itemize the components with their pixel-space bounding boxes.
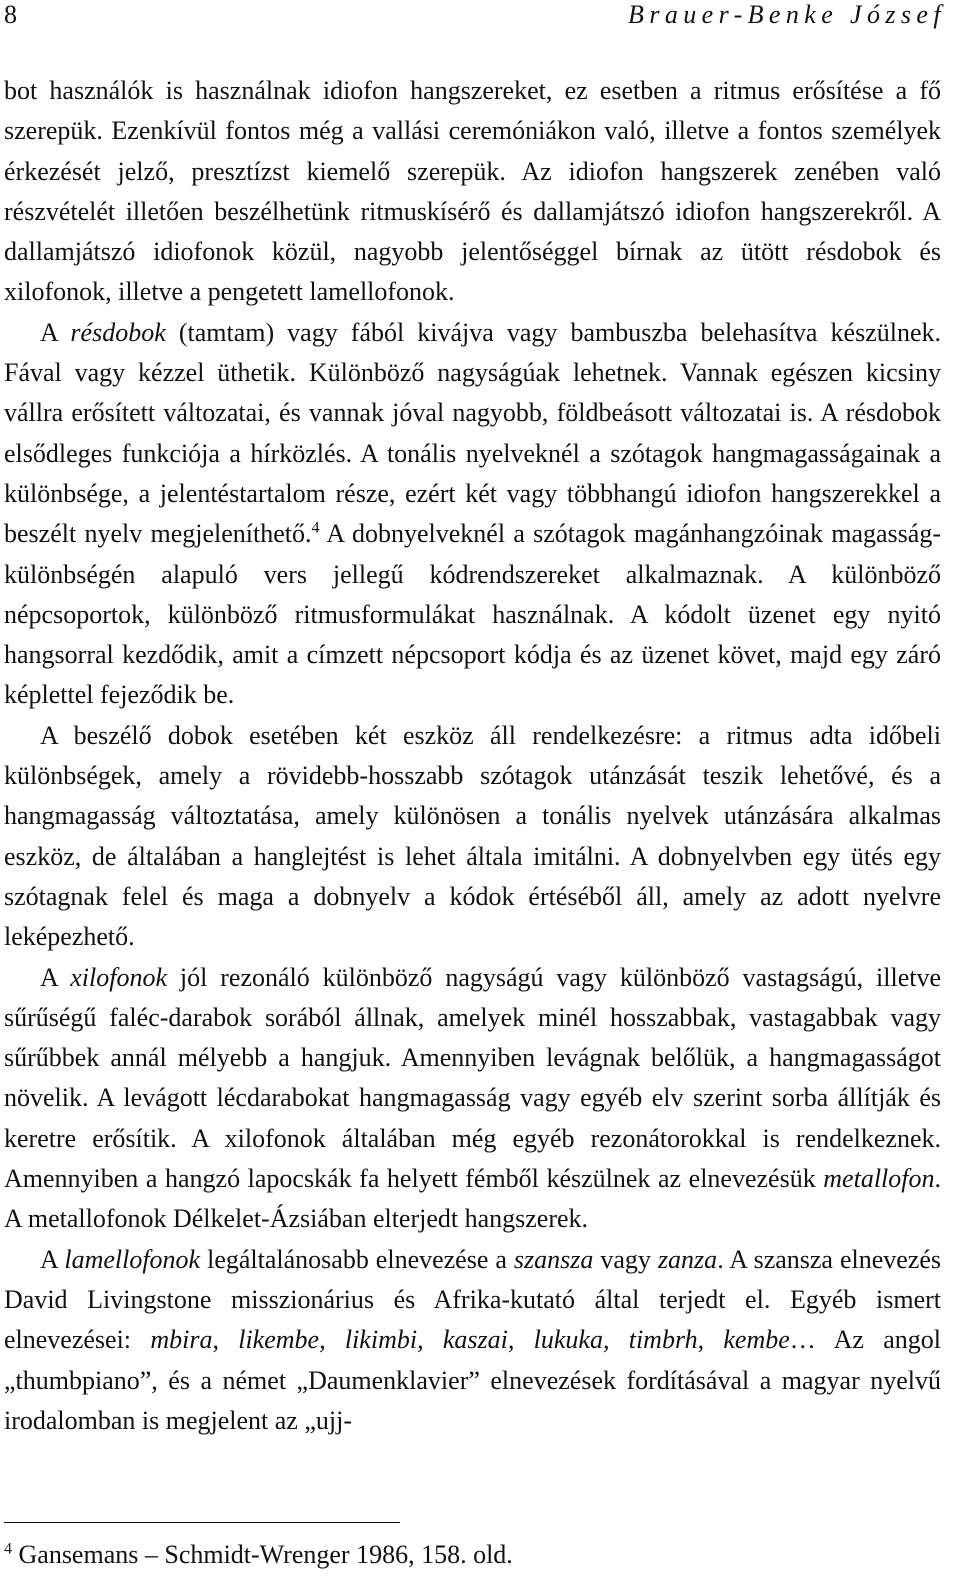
paragraph-3 — [4, 716, 941, 958]
text-span: A beszélő dobok esetében két eszköz áll rendelkezésre: a ritmus adta időbeli különbségek, amely a rövidebb-hosszabb szótagok utánzását teszik lehetővé, és a hangmagasság változtatása, amely különösen a tonális nyelvek utánzására alkalmas eszköz, de általában a hanglejtést is lehet általa imitálni. A dobnyelvben egy ütés egy szótagnak felel és maga a dobnyelv a kódok értéséből áll, amely az adott nyelvre leképezhető. — [4, 720, 941, 952]
term-resdobok: résdobok — [70, 317, 166, 347]
term-xilofonok: xilofonok — [70, 962, 168, 992]
text-span: A — [40, 1244, 65, 1274]
text-span: jól rezonáló különböző nagyságú vagy különböző vastagságú, illetve sűrűségű faléc-darabok sorából állnak, amelyek minél hosszabbak, vastagabbak vagy sűrűbbek annál mélyebb a hangjuk. Amennyiben levágnak belőlük, a hangmagasságot növelik. A levágott lécdarabokat hangmagasság vagy egyéb elv szerint sorba állítják és keretre erősítik. A xilofonok általában még egyéb rezonátorokkal is rendelkeznek. Amennyiben a hangzó lapocskák fa helyett fémből készülnek az elnevezésük — [4, 962, 941, 1194]
text-span: bot használók is használnak idiofon hangszereket, ez esetben a ritmus erősítése a fő szerepük. Ezenkívül fontos még a vallási ceremóniákon való, illetve a fontos személyek érkezését jelző, presztízst kiemelő szerepük. Az idiofon hangszerek zenében való részvételét illetően beszélhetünk ritmuskísérő és dallamjátszó idiofon hangszerekről. A dallamjátszó idiofonok közül, nagyobb jelentőséggel bírnak az ütött résdobok és xilofonok, illetve a pengetett lamellofonok. — [4, 76, 941, 307]
text-span: legáltalánosabb elnevezése a — [200, 1244, 514, 1274]
paragraph-5 — [4, 1240, 941, 1441]
term-list-names: mbira, likembe, likimbi, kaszai, lukuka, timbrh, kembe — [150, 1325, 790, 1355]
term-szansza: szansza — [513, 1244, 594, 1274]
text-span: A dobnyelveknél a szótagok magánhangzóinak magasságkülönbségén alapuló vers jellegű kódrendszereket alkalmaznak. A különböző népcsoportok, különböző ritmusformulákat használnak. A kódolt üzenet egy nyitó hangsorral kezdődik, amit a címzett népcsoport kódja és az üzenet követ, majd egy záró képlettel fejeződik be. — [4, 519, 942, 710]
term-lamellofonok: lamellofonok — [64, 1244, 201, 1274]
page-number: 8 — [4, 0, 17, 29]
text-span: A — [40, 962, 71, 992]
paragraph-2 — [4, 313, 941, 716]
text-span: . A metallofonok Délkelet-Ázsiában elterjedt hangszerek. — [4, 1164, 941, 1234]
term-metallofon: metallofon — [823, 1164, 935, 1194]
footnote-reference[interactable]: 4 — [311, 519, 320, 537]
footnote-4 — [4, 1538, 944, 1572]
footnote-text: Gansemans – Schmidt-Wrenger 1986, 158. old. — [12, 1540, 513, 1569]
text-span: (tamtam) vagy fából kivájva vagy bambuszba belehasítva készülnek. Fával vagy kézzel üthetik. Különböző nagyságúak lehetnek. Vannak egészen kicsiny vállra erősített változatai, és vannak jóval nagyobb, földbeásott változatai is. A résdobok elsődleges funkciója a hírközlés. A tonális nyelveknél a szótagok hangmagasságainak a különbsége, a jelentéstartalom része, ezért két vagy többhangú idiofon hangszerekkel a beszélt nyelv megjeleníthető. — [4, 317, 941, 549]
text-span: . A szansza elnevezés David Livingstone misszionárius és Afrika-kutató által terjedt el. Egyéb ismert elnevezései: — [4, 1244, 942, 1355]
body-text — [4, 71, 941, 1441]
text-span: … Az angol „thumbpiano”, és a német „Daumenklavier” elnevezések fordításával a magyar nyelvű irodalomban is megjelent az „ujj- — [4, 1325, 942, 1435]
paragraph-1 — [4, 71, 941, 313]
text-span: vagy — [593, 1244, 658, 1274]
term-zanza: zanza — [657, 1244, 718, 1274]
footnote-number: 4 — [4, 1540, 12, 1558]
paragraph-4 — [4, 958, 941, 1240]
footnote-divider — [4, 1522, 400, 1523]
text-span: A — [40, 317, 71, 347]
page-header — [0, 0, 960, 40]
running-head-author: Brauer-Benke József — [628, 0, 946, 29]
